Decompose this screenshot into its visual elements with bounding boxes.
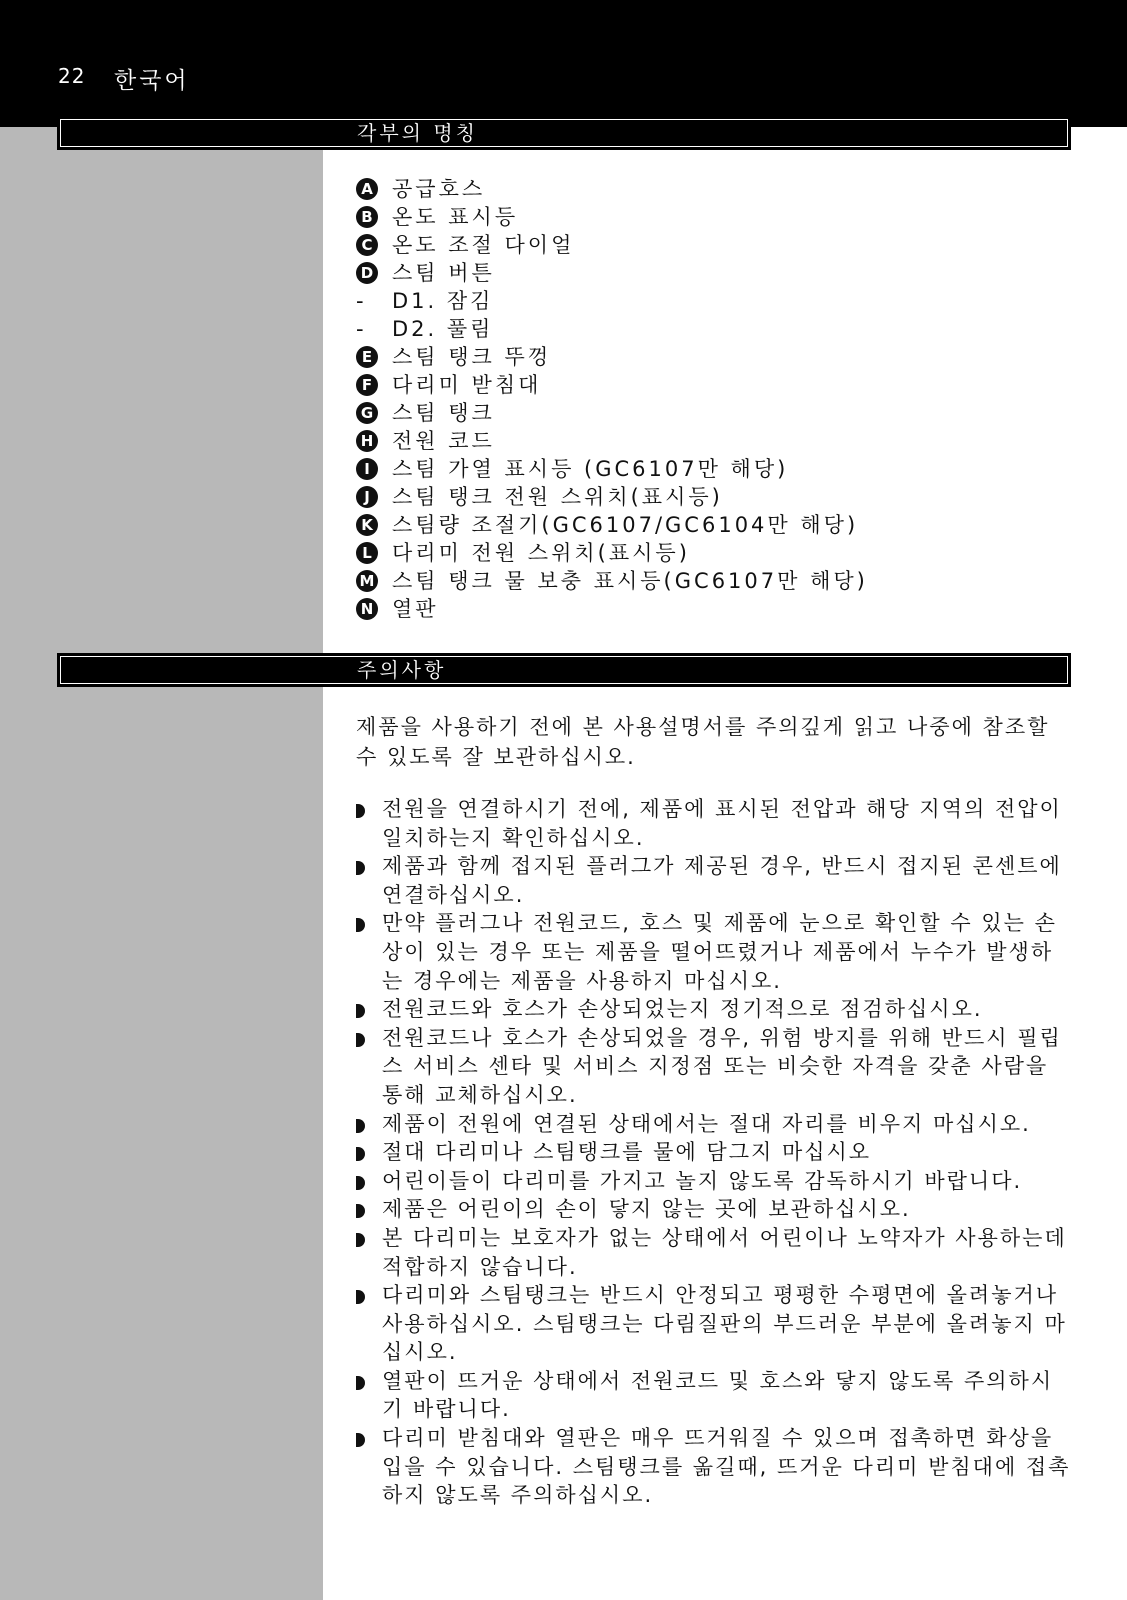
caution-text: 열판이 뜨거운 상태에서 전원코드 및 호스와 닿지 않도록 주의하시기 바랍니다. <box>382 1368 1054 1422</box>
letter-badge-icon: A <box>356 178 378 200</box>
list-item <box>356 1367 1074 1424</box>
part-label: 스팀 탱크 전원 스위치(표시등) <box>392 485 723 509</box>
bullet-icon <box>356 918 365 932</box>
side-margin <box>0 127 323 1600</box>
list-item <box>356 539 868 567</box>
bullet-icon <box>356 1004 365 1018</box>
letter-badge-icon: J <box>356 486 378 508</box>
letter-badge-icon: I <box>356 458 378 480</box>
part-label: 스팀 버튼 <box>392 261 495 285</box>
bullet-icon <box>356 1376 365 1390</box>
letter-badge-icon: F <box>356 374 378 396</box>
page-header-bar <box>0 0 1127 127</box>
parts-list <box>356 175 868 623</box>
list-item <box>356 909 1074 995</box>
list-item <box>356 483 868 511</box>
caution-text: 본 다리미는 보호자가 없는 상태에서 어린이나 노약자가 사용하는데 적합하지 않습니다. <box>382 1225 1067 1279</box>
part-label: 스팀 가열 표시등 (GC6107만 해당) <box>392 457 789 481</box>
section-title: 주의사항 <box>357 658 447 682</box>
list-item <box>356 343 868 371</box>
list-item <box>356 511 868 539</box>
list-item <box>356 795 1074 852</box>
letter-badge-icon: M <box>356 570 378 592</box>
list-item <box>356 399 868 427</box>
list-item <box>356 852 1074 909</box>
letter-badge-icon: N <box>356 598 378 620</box>
letter-badge-icon: K <box>356 514 378 536</box>
section-header-caution <box>57 653 1071 687</box>
section-title: 각부의 명칭 <box>357 121 478 145</box>
bullet-icon <box>356 1033 365 1047</box>
letter-badge-icon: G <box>356 402 378 424</box>
bullet-icon <box>356 861 365 875</box>
list-item <box>356 1424 1074 1510</box>
dash-marker: - <box>356 317 364 341</box>
letter-badge-icon: L <box>356 542 378 564</box>
list-item <box>356 1110 1074 1139</box>
caution-text: 제품은 어린이의 손이 닿지 않는 곳에 보관하십시오. <box>382 1197 911 1222</box>
list-item <box>356 1024 1074 1110</box>
list-item <box>356 259 868 287</box>
bullet-icon <box>356 1290 365 1304</box>
letter-badge-icon: E <box>356 346 378 368</box>
part-label: 스팀 탱크 뚜껑 <box>392 345 552 369</box>
bullet-icon <box>356 1119 365 1133</box>
list-item <box>356 203 868 231</box>
caution-text: 전원코드와 호스가 손상되었는지 정기적으로 점검하십시오. <box>382 997 983 1022</box>
caution-text: 다리미와 스팀탱크는 반드시 안정되고 평평한 수평면에 올려놓거나 사용하십시오. 스팀탱크는 다림질판의 부드러운 부분에 올려놓지 마십시오. <box>382 1283 1067 1365</box>
caution-text: 제품과 함께 접지된 플러그가 제공된 경우, 반드시 접지된 콘센트에 연결하십시오. <box>382 854 1062 907</box>
list-item <box>356 1195 1074 1224</box>
bullet-icon <box>356 804 365 818</box>
list-item <box>356 231 868 259</box>
page-number: 22 <box>58 64 86 88</box>
part-label: 전원 코드 <box>392 429 495 453</box>
caution-intro: 제품을 사용하기 전에 본 사용설명서를 주의깊게 읽고 나중에 참조할 수 있도록 잘 보관하십시오. <box>356 715 1050 769</box>
caution-text: 전원을 연결하시기 전에, 제품에 표시된 전압과 해당 지역의 전압이 일치하는지 확인하십시오. <box>382 797 1062 850</box>
caution-text: 제품이 전원에 연결된 상태에서는 절대 자리를 비우지 마십시오. <box>382 1111 1031 1136</box>
list-item <box>356 287 868 315</box>
list-item <box>356 995 1074 1024</box>
list-item <box>356 371 868 399</box>
list-item <box>356 315 868 343</box>
list-item <box>356 1138 1074 1167</box>
list-item <box>356 1167 1074 1196</box>
caution-list <box>356 795 1074 1510</box>
caution-text: 전원코드나 호스가 손상되었을 경우, 위험 방지를 위해 반드시 필립스 서비스 센타 및 서비스 지정점 또는 비슷한 자격을 갖춘 사람을 통해 교체하십시오. <box>382 1025 1062 1107</box>
part-label: 온도 조절 다이얼 <box>392 233 575 257</box>
letter-badge-icon: D <box>356 262 378 284</box>
section-header-parts <box>57 116 1071 150</box>
dash-marker: - <box>356 289 364 313</box>
bullet-icon <box>356 1176 365 1190</box>
list-item <box>356 175 868 203</box>
caution-text: 다리미 받침대와 열판은 매우 뜨거워질 수 있으며 접촉하면 화상을 입을 수 있습니다. 스팀탱크를 옮길때, 뜨거운 다리미 받침대에 접촉하지 않도록 주의하십시오. <box>382 1426 1071 1508</box>
part-label: 스팀 탱크 물 보충 표시등(GC6107만 해당) <box>392 569 868 593</box>
letter-badge-icon: C <box>356 234 378 256</box>
part-label: 열판 <box>392 597 439 621</box>
part-label: D1. 잠김 <box>392 289 494 313</box>
part-label: 온도 표시등 <box>392 205 519 229</box>
part-label: D2. 풀림 <box>392 317 494 341</box>
bullet-icon <box>356 1433 365 1447</box>
part-label: 다리미 전원 스위치(표시등) <box>392 541 690 565</box>
part-label: 공급호스 <box>392 177 486 201</box>
caution-text: 만약 플러그나 전원코드, 호스 및 제품에 눈으로 확인할 수 있는 손상이 있는 경우 또는 제품을 떨어뜨렸거나 제품에서 누수가 발생하는 경우에는 제품을 사용하지 마십시오. <box>382 911 1057 993</box>
caution-text: 절대 다리미나 스팀탱크를 물에 담그지 마십시오 <box>382 1140 872 1165</box>
bullet-icon <box>356 1147 365 1161</box>
part-label: 다리미 받침대 <box>392 373 542 397</box>
page-language: 한국어 <box>114 68 190 94</box>
list-item <box>356 567 868 595</box>
letter-badge-icon: H <box>356 430 378 452</box>
bullet-icon <box>356 1204 365 1218</box>
bullet-icon <box>356 1233 365 1247</box>
list-item <box>356 1281 1074 1367</box>
list-item <box>356 1224 1074 1281</box>
list-item <box>356 455 868 483</box>
part-label: 스팀 탱크 <box>392 401 495 425</box>
part-label: 스팀량 조절기(GC6107/GC6104만 해당) <box>392 513 859 537</box>
list-item <box>356 427 868 455</box>
list-item <box>356 595 868 623</box>
caution-text: 어린이들이 다리미를 가지고 놀지 않도록 감독하시기 바랍니다. <box>382 1168 1023 1193</box>
letter-badge-icon: B <box>356 206 378 228</box>
